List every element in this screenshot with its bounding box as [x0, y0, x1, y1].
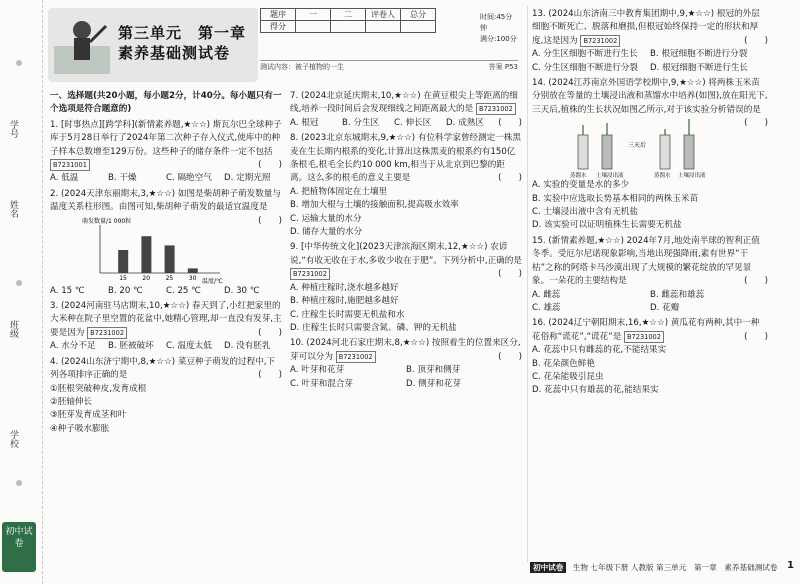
option-b[interactable]: B. 分生区: [342, 117, 380, 128]
option-d[interactable]: D. 定期光照: [224, 173, 271, 184]
question-source: (新情素养题,★☆☆): [548, 235, 624, 246]
option-b[interactable]: B. 干燥: [108, 173, 137, 184]
option-b[interactable]: B. 胚被破坏: [108, 341, 154, 352]
page-title-line1: 第三单元 第一章: [118, 24, 247, 42]
option-a[interactable]: A. 水分不足: [50, 341, 96, 352]
question-source: (2024辽宁朝阳期末,16,★☆☆): [548, 318, 669, 329]
days-label: 三天后: [628, 142, 647, 150]
option-d[interactable]: D. 储存大量的水分: [290, 227, 363, 238]
answer-blank[interactable]: ( ): [258, 215, 282, 226]
option-c[interactable]: C. 花朵能吸引昆虫: [532, 371, 604, 382]
footer-grade: 七年级下册: [590, 563, 629, 572]
question-number: 3.: [50, 301, 59, 312]
chart-tick-label: 30: [188, 274, 197, 282]
chart-ylabel: 萌发数量/1 000粒: [82, 217, 132, 225]
score-header-cell: 二: [331, 9, 366, 21]
column-middle: [290, 90, 522, 393]
options: [50, 172, 282, 185]
question-text: 黄瓜花有两种,其中一种花俗称“谎花”,“谎花”是: [532, 318, 760, 342]
test-content: 测试内容：被子植物的一生: [260, 63, 344, 71]
options: [532, 179, 768, 233]
option-d[interactable]: D. 侧芽和花芽: [406, 378, 462, 389]
answer-reference: 答案 P53: [488, 63, 518, 71]
label-soil-2: 土壤浸出液: [678, 173, 706, 180]
options: [532, 289, 768, 316]
chart-bar: [165, 245, 175, 273]
option-b[interactable]: B. 雌蕊和雄蕊: [650, 289, 705, 300]
question-code: B7231001: [50, 159, 90, 171]
score-header-cell: 一: [296, 9, 331, 21]
column-left: [50, 90, 282, 438]
score-row-label: 得分: [261, 21, 296, 33]
score-table: [260, 8, 436, 33]
option-b[interactable]: B. 实验中应选取长势基本相同的两株玉米苗: [532, 193, 699, 204]
option-c[interactable]: C. 雄蕊: [532, 302, 561, 313]
spine-label-student-id: 学号: [8, 120, 18, 138]
binding-spine: [0, 0, 43, 584]
question-number: 7.: [290, 91, 299, 101]
chart-tick-label: 25: [165, 274, 174, 282]
question-text: 2024年7月,地处南半球的智利正值冬季。受厄尔尼诺现象影响,当地出现强降雨,素有世界“干枯”之称的阿塔卡马沙漠出现了大规模的繁花绽放的罕见景象。一朵花的主要结构是: [532, 235, 760, 287]
question-8: [290, 132, 522, 239]
label-soil-1: 土壤浸出液: [596, 173, 624, 180]
question-text: 菜豆种子萌发的过程中,下列各项排序正确的是: [50, 356, 276, 381]
question-text: 根冠的外层细胞不断死亡、脱落和磨损,但根冠始终保持一定的形状和厚度,这是因为: [532, 9, 760, 46]
binding-hole: [16, 480, 22, 486]
question-code: B7231002: [87, 327, 127, 339]
question-source: (2024山东济宁期中,8,★☆☆): [60, 356, 176, 367]
column-right: [532, 8, 768, 400]
chart-bar: [141, 236, 151, 273]
question-text: 斯瓦尔巴全球种子库于5月28日举行了2024年第二次种子存入仪式,使库中的种子样本总数增至129万份。这些种子的储存条件一定不包括: [50, 119, 282, 157]
answer-blank[interactable]: ( ): [498, 351, 522, 362]
options: [290, 282, 522, 336]
spine-label-school: 学校: [8, 430, 18, 448]
option-a[interactable]: A. 雌蕊: [532, 289, 561, 300]
question-code: B7231002: [476, 103, 516, 115]
germination-bar-chart: [80, 215, 230, 285]
option-a[interactable]: A. 实验的变量是水的多少: [532, 180, 630, 191]
question-text: 在黄豆根尖上等距离的细线,培养一段时间后会发现细线之间距离最大的是: [290, 91, 518, 115]
question-16: [532, 317, 768, 397]
question-1: [50, 119, 282, 186]
question-number: 15.: [532, 235, 546, 246]
question-9: [290, 241, 522, 335]
options: [290, 117, 498, 130]
question-14: [532, 77, 768, 233]
option-d[interactable]: D. 该实验可以证明植株生长需要无机盐: [532, 220, 682, 231]
options: [290, 364, 522, 391]
answer-blank[interactable]: ( ): [258, 370, 282, 381]
options: [50, 340, 282, 353]
options: [532, 344, 768, 398]
answer-blank[interactable]: ( ): [498, 173, 522, 184]
option-b[interactable]: B. 顶芽和侧芽: [406, 365, 461, 376]
question-number: 2.: [50, 188, 59, 199]
answer-blank[interactable]: ( ): [744, 35, 768, 46]
question-code: B7231002: [624, 331, 664, 343]
question-text: 按照着生的位置来区分,芽可以分为: [290, 338, 521, 362]
option-b[interactable]: B. 增加大根与土壤的接触面积,提高吸水效率: [290, 200, 459, 211]
step-3: ③胚芽发育成茎和叶: [50, 410, 127, 421]
question-source: (2024山东济南三中教育集团期中,9,★☆☆): [548, 9, 715, 19]
question-2: [50, 188, 282, 298]
question-7: [290, 90, 522, 130]
question-number: 9.: [290, 242, 299, 253]
question-3: [50, 300, 282, 354]
footer-edition: 人教版: [630, 563, 654, 572]
score-cell[interactable]: [401, 21, 436, 33]
spine-label-name: 姓名: [8, 200, 18, 218]
option-c[interactable]: C. 土壤浸出液中含有无机盐: [532, 207, 638, 218]
question-number: 13.: [532, 9, 546, 19]
question-source: (2024河南驻马店期末,10,★☆☆): [60, 301, 190, 312]
column-divider: [527, 6, 528, 562]
question-source: (2024北京延庆期末,10,★☆☆): [300, 91, 421, 101]
option-c[interactable]: C. 温度太低: [166, 341, 212, 352]
test-content-bar: [260, 60, 518, 73]
option-d[interactable]: D. 花瓣: [650, 302, 680, 313]
question-10: [290, 337, 522, 391]
option-c[interactable]: C. 隔绝空气: [166, 173, 212, 184]
spine-logo: 初中试卷: [2, 522, 36, 572]
option-b[interactable]: B. 20 ℃: [108, 285, 143, 296]
answer-blank[interactable]: ( ): [258, 160, 282, 171]
answer-blank[interactable]: ( ): [258, 327, 282, 338]
chart-bar: [188, 268, 198, 273]
step-4: ④种子吸水膨胀: [50, 423, 110, 434]
footer-subject: 生物: [572, 563, 588, 572]
page-footer: [530, 562, 790, 573]
question-code: B7231002: [290, 268, 330, 280]
option-b[interactable]: B. 种植庄稼时,施肥越多越好: [290, 296, 399, 307]
question-code: B7231002: [580, 35, 620, 47]
question-source: (2024江苏南京外国语学校期中,9,★☆☆): [548, 78, 706, 89]
options: [50, 383, 282, 437]
corn-seedling-figure: [568, 117, 728, 179]
spine-label-class: 班级: [8, 320, 18, 338]
footer-unit: 第三单元 第一章 素养基础测试卷: [656, 563, 778, 572]
answer-blank[interactable]: ( ): [498, 117, 522, 128]
question-number: 4.: [50, 356, 59, 367]
question-text: 有位科学家曾经测定一株黑麦在生长期内根系的变化,计算出这株黑麦的根系约有150亿条根毛,根毛全长约10 000 km,相当于从北京到巴黎的距离。这么多的根毛的意义主要是: [290, 133, 521, 184]
option-c[interactable]: C. 庄稼生长时需要无机盐和水: [290, 309, 405, 320]
option-b[interactable]: B. 花朵颜色鲜艳: [532, 358, 595, 369]
label-distilled-1: 蒸馏水: [570, 173, 587, 180]
question-source: [中华传统文化](2023天津滨海区期末,12,★☆☆): [300, 242, 488, 253]
step-1: ①胚根突破种皮,发育成根: [50, 383, 147, 394]
exam-meta: [480, 12, 518, 45]
question-15: [532, 235, 768, 315]
question-text: 春天到了,小红把家里的大米种在院子里空置的花盆中,她精心管理,却一直没有发芽,主要是因为: [50, 301, 282, 338]
option-a[interactable]: A. 花蕊中只有雌蕊的花,不能结果实: [532, 345, 667, 356]
option-b[interactable]: B. 根冠细胞不断进行分裂: [650, 49, 748, 60]
question-source: (2023北京东城期末,9,★☆☆): [300, 133, 416, 144]
question-text: 农谚说,“有收无收在于水,多收少收在于肥”。下列分析中,正确的是: [290, 242, 522, 266]
option-d[interactable]: D. 庄稼生长时只需要含氮、磷、钾的无机盐: [290, 322, 457, 333]
answer-blank[interactable]: ( ): [498, 269, 522, 280]
step-2: ②胚轴伸长: [50, 396, 93, 407]
section-heading: 一、选择题(共20小题，每小题2分，计40分。每小题只有一个选项是符合题意的): [50, 91, 282, 115]
question-13: [532, 8, 768, 75]
page-title-line2: 素养基础测试卷: [118, 44, 231, 62]
option-d[interactable]: D. 花蕊中只有雄蕊的花,能结果实: [532, 385, 659, 396]
label-distilled-2: 蒸馏水: [654, 173, 671, 180]
options: [532, 48, 768, 75]
question-number: 8.: [290, 133, 299, 144]
binding-hole: [16, 60, 22, 66]
page-number: 1: [787, 560, 794, 571]
chart-bar: [118, 250, 128, 273]
option-d[interactable]: D. 成熟区: [446, 117, 484, 128]
option-d[interactable]: D. 30 ℃: [224, 285, 260, 296]
options: [290, 186, 522, 240]
score-header-cell: 题序: [261, 9, 296, 21]
option-c[interactable]: C. 伸长区: [394, 117, 432, 128]
option-c[interactable]: C. 运输大量的水分: [290, 213, 362, 224]
page-header: [48, 8, 518, 82]
chart-tick-label: 20: [142, 274, 151, 282]
answer-blank[interactable]: ( ): [744, 331, 768, 342]
option-a[interactable]: A. 低温: [50, 173, 79, 184]
question-number: 10.: [290, 338, 304, 349]
chart-xlabel: 温度/℃: [202, 277, 223, 285]
option-d[interactable]: D. 没有胚乳: [224, 341, 271, 352]
binding-hole: [16, 280, 22, 286]
option-a[interactable]: A. 分生区细胞不断进行生长: [532, 49, 638, 60]
question-number: 14.: [532, 78, 546, 89]
question-code: B7231002: [336, 351, 376, 363]
question-number: 16.: [532, 318, 546, 329]
option-a[interactable]: A. 种植庄稼时,浇水越多越好: [290, 282, 399, 293]
score-header-cell: 评卷人: [366, 9, 401, 21]
footer-brand: 初中试卷: [530, 562, 566, 573]
score-cell[interactable]: [331, 21, 366, 33]
question-source: (2024天津东丽期末,3,★☆☆): [60, 188, 176, 199]
score-cell[interactable]: [296, 21, 331, 33]
illustration-icon: [54, 16, 110, 74]
option-d[interactable]: D. 根冠细胞不断进行生长: [650, 62, 749, 73]
option-a[interactable]: A. 15 ℃: [50, 285, 85, 296]
question-text: 将两株玉米苗分别放在等量的土壤浸出液和蒸馏水中培养(如图),放在阳光下,三天后,植株的生长状况如图乙所示,对于该实验分析错误的是: [532, 78, 768, 115]
title-banner: [48, 8, 258, 82]
option-a[interactable]: A. 根冠: [290, 117, 319, 128]
question-text: 如图是柴胡种子萌发数量与温度关系柱形图。由图可知,柴胡种子萌发的最适宜温度是: [50, 188, 281, 213]
option-c[interactable]: C. 分生区细胞不断进行分裂: [532, 62, 638, 73]
question-source: [时事热点][跨学科](新情素养题,★☆☆): [60, 119, 211, 130]
score-header-cell: 总分: [401, 9, 436, 21]
question-number: 1.: [50, 119, 59, 130]
question-source: (2024河北石家庄期末,8,★☆☆): [306, 338, 430, 349]
score-cell[interactable]: [366, 21, 401, 33]
chart-tick-label: 15: [119, 274, 127, 282]
option-a[interactable]: A. 叶芽和花芽: [290, 365, 345, 376]
option-c[interactable]: C. 25 ℃: [166, 285, 201, 296]
option-c[interactable]: C. 叶芽和混合芽: [290, 378, 354, 389]
answer-blank[interactable]: ( ): [744, 118, 768, 129]
option-a[interactable]: A. 把植物体固定在土壤里: [290, 186, 388, 197]
question-4: [50, 356, 282, 436]
options: [50, 285, 282, 298]
full-score: 满分:100分: [480, 35, 517, 43]
time-limit: 时间:45分钟: [480, 13, 513, 32]
answer-blank[interactable]: ( ): [744, 276, 768, 287]
